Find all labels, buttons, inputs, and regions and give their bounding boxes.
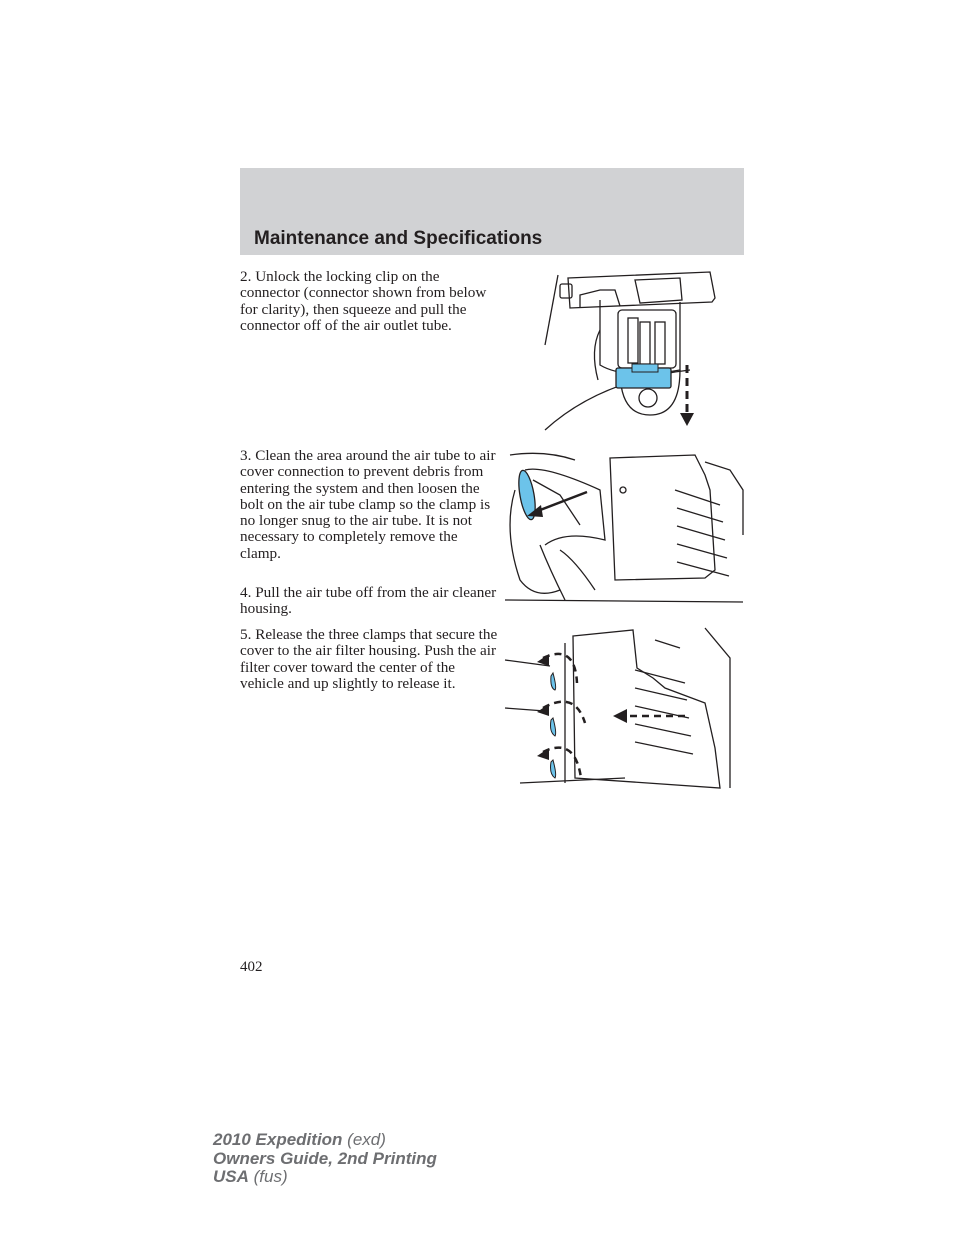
footer-guide-line <box>213 1150 437 1169</box>
cover-clamps-illustration <box>505 628 745 793</box>
step-5-text: 5. Release the three clamps that secure the cover to the air filter housing. Push the air filter cover toward the center of the vehicle and up slightly to release it. <box>240 626 498 692</box>
footer <box>213 1131 437 1187</box>
page-number: 402 <box>240 959 263 975</box>
footer-model: 2010 Expedition <box>213 1130 343 1149</box>
section-title: Maintenance and Specifications <box>254 228 543 249</box>
step-2-text: 2. Unlock the locking clip on the connector (connector shown from below for clarity), then squeeze and pull the connector off of the air outlet tube. <box>240 268 487 334</box>
air-tube-clamp-illustration <box>505 450 745 605</box>
step-3-text: 3. Clean the area around the air tube to air cover connection to prevent debris from entering the system and then loosen the bolt on the air tube clamp so the clamp is no longer snug to the air tube. It is not necessary to completely remove the clamp. <box>240 447 496 562</box>
footer-market-code: (fus) <box>253 1167 288 1186</box>
header-band <box>240 168 744 255</box>
step-4-text: 4. Pull the air tube off from the air cleaner housing. <box>240 584 497 618</box>
footer-model-line <box>213 1131 437 1150</box>
footer-market-line <box>213 1168 437 1187</box>
footer-guide: Owners Guide, 2nd Printing <box>213 1148 437 1168</box>
footer-market: USA <box>213 1167 249 1186</box>
connector-illustration <box>540 270 745 430</box>
footer-model-code: (exd) <box>347 1130 386 1149</box>
